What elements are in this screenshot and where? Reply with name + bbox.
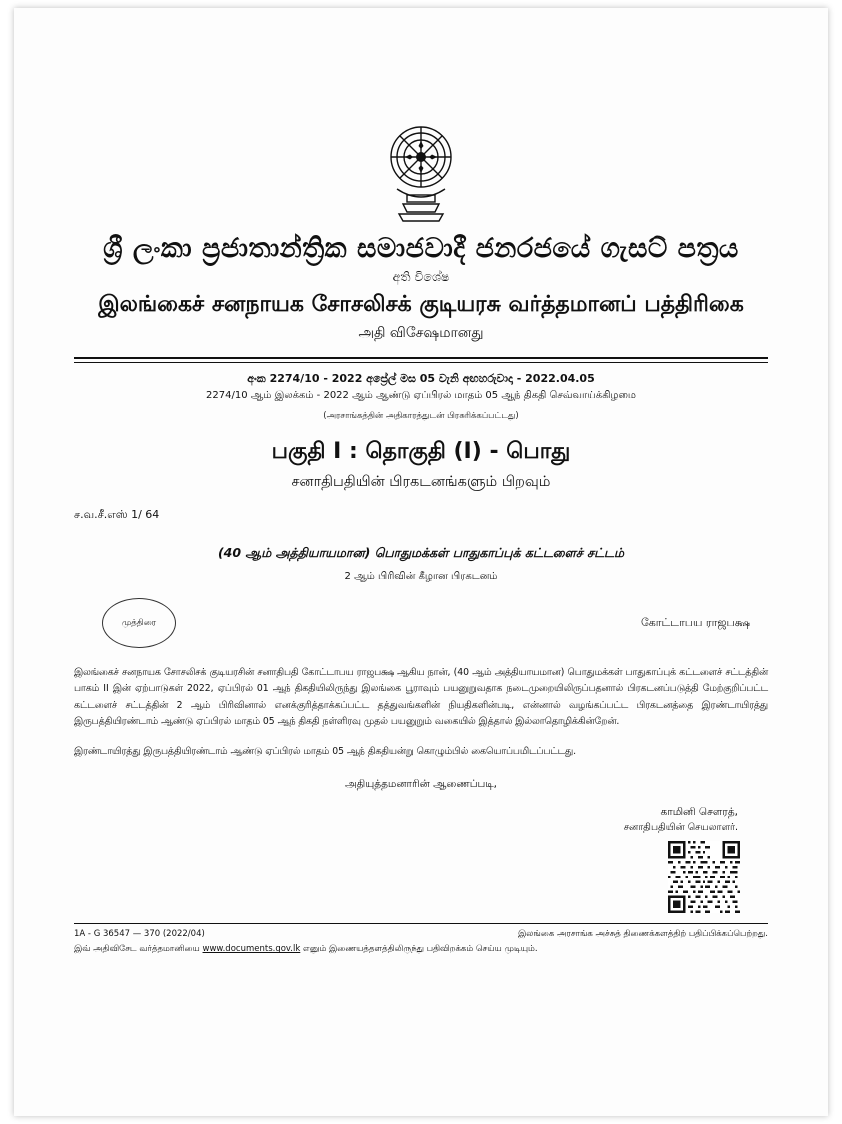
seal-and-president-row xyxy=(74,597,768,649)
reference-number: ச.வ.சீ.எஸ் 1/ 64 xyxy=(74,508,160,521)
footer-row xyxy=(74,929,768,940)
seal-stamp: முத்திரை xyxy=(102,598,176,648)
gazette-title-tamil: இலங்கைச் சனநாயக சோசலிசக் குடியரசு வர்த்தமானப் பத்திரிகை xyxy=(98,292,744,317)
published-authority-note: (அரசாங்கத்தின் அதிகாரத்துடன் பிரசுரிக்கப்பட்டது) xyxy=(323,411,519,421)
body-paragraph-1: இலங்கைச் சனநாயக சோசலிசக் குடியரசின் சனாதிபதி கோட்டாபய ராஜபக்ஷ ஆகிய நான், (40 ஆம் அத்தியாயமான) பொதுமக்கள் பாதுகாப்புக் கட்டளைச் சட்டத்தின் பாகம் II இன் ஏற்பாடுகள் 2022, ஏப்பிரல் 01 ஆந் திகதியிலிருந்து இலங்கை பூராவும் பயனுறுவதாக நடைமுறையிலிருப்பதனால் பிரகடனப்படுத்தி மேற்குறிப்பட்ட கட்டளைச் சட்டத்தின் 2 ஆம் பிரிவினால் எனக்குரித்தாக்கப்பட்ட தத்துவங்களின் நியதிகளின்படி, என்னால் வழங்கப்பட்ட பிரகடனத்தை இரண்டாயிரத்து இருபத்தியிரண்டாம் ஆண்டு ஏப்பிரல் மாதம் 05 ஆந் திகதி நள்ளிரவு முதல் பயனுறும் வகையில் இத்தால் இல்லாதொழிக்கின்றேன். xyxy=(74,667,768,727)
signatory-name: காமினி சௌரத், xyxy=(660,806,738,819)
gazette-sheet xyxy=(14,8,828,1116)
header-divider xyxy=(74,357,768,363)
footer-note-suffix: எனும் இணையத்தளத்திலிருந்து பதிவிறக்கம் செய்ய முடியும். xyxy=(300,944,538,955)
national-emblem-icon xyxy=(375,113,467,225)
part-title: பகுதி I : தொகுதி (I) - பொது xyxy=(271,439,571,464)
footer-print-code: 1A - G 36547 — 370 (2022/04) xyxy=(74,929,205,940)
footer-note-prefix: இவ் அதிவிசேட வர்த்தமானியை xyxy=(74,944,203,955)
act-subtitle: 2 ஆம் பிரிவின் கீழான பிரகடனம் xyxy=(344,571,498,582)
president-name: கோட்டாபய ராஜபக்ஷ xyxy=(640,615,750,629)
issue-line-tamil: 2274/10 ஆம் இலக்கம் - 2022 ஆம் ஆண்டு ஏப்பிரல் மாதம் 05 ஆந் திகதி செவ்வாய்க்கிழமை xyxy=(206,390,636,401)
footer-download-note xyxy=(74,944,768,955)
gazette-subtitle-sinhala: අති විශේෂ xyxy=(392,269,450,284)
documents-gov-lk-link[interactable]: www.documents.gov.lk xyxy=(202,944,301,955)
gazette-subtitle-tamil: அதி விசேஷமானது xyxy=(358,325,484,341)
act-title: (40 ஆம் அத்தியாயமான) பொதுமக்கள் பாதுகாப்புக் கட்டளைச் சட்டம் xyxy=(217,545,625,560)
part-subtitle: சனாதிபதியின் பிரகடனங்களும் பிறவும் xyxy=(291,474,551,490)
footer-press-note: இலங்கை அரசாங்க அச்சுத் திணைக்களத்திற் பதிப்பிக்கப்பெற்றது. xyxy=(518,929,768,940)
footer-divider xyxy=(74,923,768,924)
gazette-title-sinhala: ශ්‍රී ලංකා ප්‍රජාතාන්ත්‍රික සමාජවාදී ජනරජයේ ගැසට් පත්‍රය xyxy=(103,233,739,264)
emblem-container xyxy=(74,8,768,225)
qr-code-container xyxy=(74,841,768,913)
qr-code-icon xyxy=(668,841,740,913)
by-order-line: அதியுத்தமனாரின் ஆணைப்படி, xyxy=(344,778,498,791)
signature-block xyxy=(74,805,768,835)
signatory-role: சனாதிபதியின் செயலாளர். xyxy=(623,822,738,834)
issue-line-sinhala: අංක 2274/10 - 2022 අප්‍රේල් මස 05 වැනි අඟහරුවාදා - 2022.04.05 xyxy=(247,372,595,385)
body-paragraph-2: இரண்டாயிரத்து இருபத்தியிரண்டாம் ஆண்டு ஏப்பிரல் மாதம் 05 ஆந் திகதியன்று கொழும்பில் கையொப்பமிடப்பட்டது. xyxy=(74,746,577,758)
